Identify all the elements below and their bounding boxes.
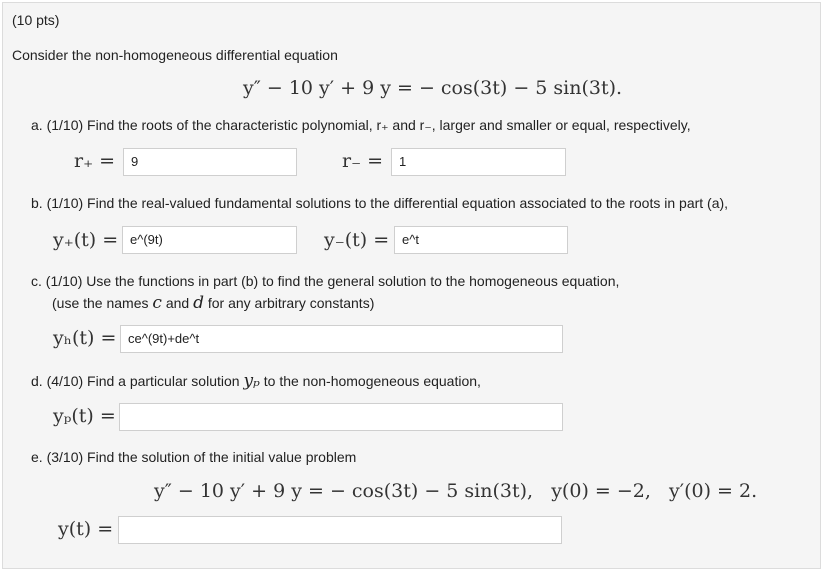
y-solution-input[interactable]	[118, 516, 562, 544]
yh-label: yₕ(t) =	[53, 327, 117, 349]
y-minus-input[interactable]: e^t	[394, 226, 568, 254]
problem-intro: Consider the non-homogeneous differential equation	[12, 47, 338, 63]
r-minus-label: r₋ =	[342, 150, 384, 172]
const-c: c	[152, 293, 162, 313]
r-minus-input[interactable]: 1	[391, 148, 566, 176]
part-e-prompt: e. (3/10) Find the solution of the initial value problem	[31, 449, 357, 465]
yh-input[interactable]: ce^(9t)+de^t	[120, 325, 563, 353]
yp-label: yₚ(t) =	[53, 405, 116, 427]
const-d: d	[193, 293, 204, 313]
r-plus-input[interactable]: 9	[123, 148, 297, 176]
y-minus-label: y₋(t) =	[324, 229, 390, 251]
main-equation: y″ − 10 y′ + 9 y = − cos(3t) − 5 sin(3t).	[243, 77, 623, 99]
yp-input[interactable]	[119, 403, 563, 431]
r-plus-label: r₊ =	[74, 150, 116, 172]
part-d-prompt: d. (4/10) Find a particular solution yₚ to the non-homogeneous equation,	[31, 371, 481, 391]
part-b-prompt: b. (1/10) Find the real-valued fundamental solutions to the differential equation associated to the roots in part (a),	[31, 195, 729, 211]
y-plus-input[interactable]: e^(9t)	[122, 226, 297, 254]
y-plus-label: y₊(t) =	[53, 229, 119, 251]
ivp-equation: y″ − 10 y′ + 9 y = − cos(3t) − 5 sin(3t), y(0) = −2, y′(0) = 2.	[154, 480, 758, 502]
part-c-prompt-line1: c. (1/10) Use the functions in part (b) to find the general solution to the homogeneous equation,	[31, 273, 620, 289]
part-a-prompt: a. (1/10) Find the roots of the characteristic polynomial, r₊ and r₋, larger and smaller or equal, respectively,	[31, 117, 691, 133]
points-label: (10 pts)	[12, 12, 60, 28]
yp-symbol: yₚ	[243, 371, 260, 391]
y-solution-label: y(t) =	[58, 518, 114, 540]
part-c-prompt-line2: (use the names c and d for any arbitrary constants)	[52, 293, 375, 313]
